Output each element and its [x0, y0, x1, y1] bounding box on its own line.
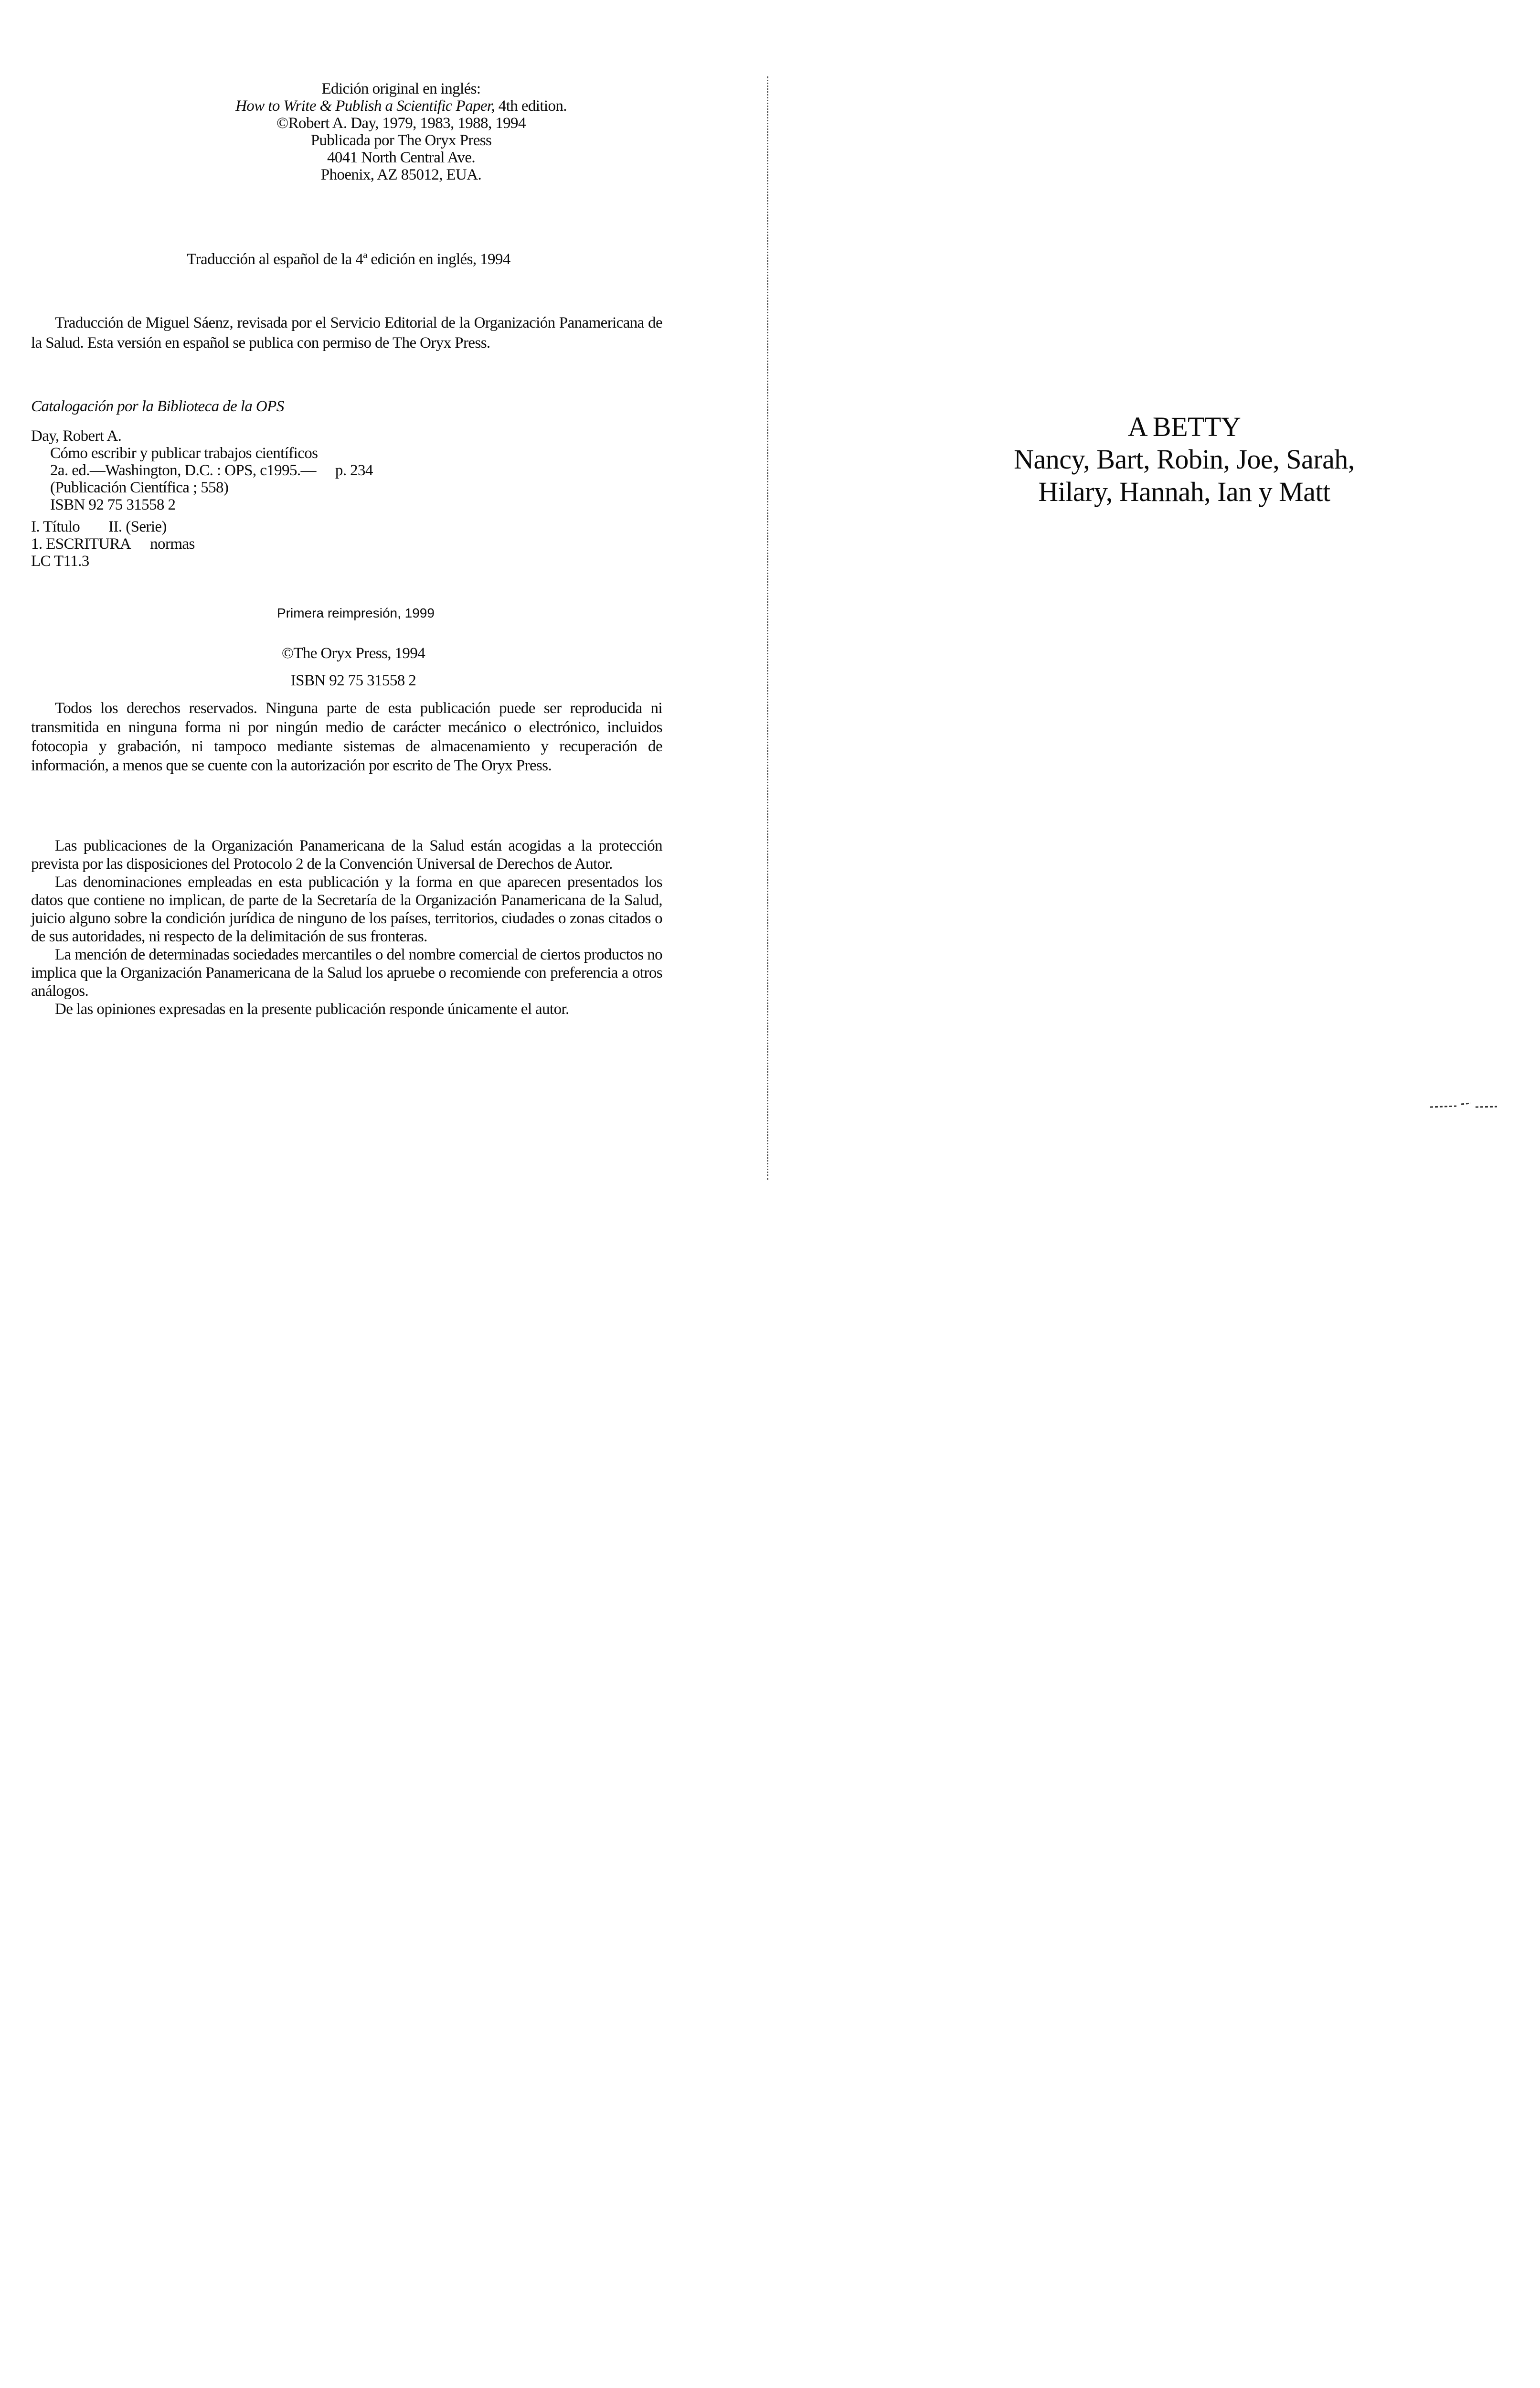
catalog-lc: LC T11.3: [31, 553, 89, 570]
legal-notices: [31, 837, 662, 1018]
scan-artifact: [1428, 1098, 1499, 1110]
isbn: ISBN 92 75 31558 2: [290, 672, 416, 689]
publisher: Publicada por The Oryx Press: [310, 132, 492, 149]
catalog-pages: p. 234: [335, 462, 373, 479]
translation-note: Traducción de Miguel Sáenz, revisada por el Servicio Editorial de la Organización Panamericana de la Salud. Esta versión en español se publica con permiso de The Oryx Press.: [31, 314, 662, 352]
catalog-label: Catalogación por la Biblioteca de la OPS: [31, 398, 284, 415]
catalog-subjects-1: [31, 518, 373, 535]
translation-heading: Traducción al español de la 4ª edición en inglés, 1994: [187, 251, 510, 268]
catalog-series: (Publicación Científica ; 558): [50, 479, 229, 496]
catalog-title-entry: I. Título: [31, 518, 80, 535]
original-edition-label: Edición original en inglés:: [321, 80, 481, 97]
dedication-line: Nancy, Bart, Robin, Joe, Sarah,: [1014, 444, 1355, 475]
rights-reserved: Todos los derechos reservados. Ninguna parte de esta publicación puede ser reproducida ni transmitida en ninguna forma ni por ningún medio de carácter mecánico o electrónico, incluidos fotocopia y grabación, ni tampoco mediante sistemas de almacenamiento y recuperación de información, a menos que se cuente con la autorización por escrito de The Oryx Press.: [31, 700, 662, 774]
catalog-series-entry: II. (Serie): [108, 518, 167, 535]
catalog-edition-line: [31, 462, 373, 479]
dedication: [955, 411, 1413, 508]
publisher-city: Phoenix, AZ 85012, EUA.: [320, 166, 482, 183]
publisher-address: 4041 North Central Ave.: [327, 149, 476, 166]
catalog-edition: 2a. ed.—Washington, D.C. : OPS, c1995.—: [50, 462, 316, 479]
copyright-block: [210, 640, 497, 694]
legal-paragraph: Las publicaciones de la Organización Panamericana de la Salud están acogidas a la protección prevista por las disposiciones del Protocolo 2 de la Convención Universal de Derechos de Autor.: [31, 837, 662, 873]
dedication-line: A BETTY: [1127, 411, 1241, 442]
catalog-title: Cómo escribir y publicar trabajos científicos: [50, 445, 318, 462]
catalog-subjects-2: [31, 535, 373, 553]
reprint-note: Primera reimpresión, 1999: [277, 606, 435, 620]
catalog-isbn: ISBN 92 75 31558 2: [50, 496, 176, 513]
original-edition-block: [210, 80, 592, 183]
legal-paragraph: De las opiniones expresadas en la presente publicación responde únicamente el autor.: [55, 1001, 569, 1018]
catalog-record: [31, 427, 373, 570]
catalog-subject-qualifier: normas: [150, 535, 195, 553]
copyright-publisher: ©The Oryx Press, 1994: [281, 645, 425, 662]
catalog-author: Day, Robert A.: [31, 427, 122, 445]
original-title-line: [210, 97, 592, 115]
dedication-line: Hilary, Hannah, Ian y Matt: [1038, 476, 1330, 507]
original-title: How to Write & Publish a Scientific Paper,: [235, 97, 495, 115]
legal-paragraph: La mención de determinadas sociedades mercantiles o del nombre comercial de ciertos productos no implica que la Organización Panamericana de la Salud los apruebe o recomiende con preferencia a otros análogos.: [31, 946, 662, 1000]
original-edition-number: 4th edition.: [495, 97, 567, 115]
catalog-subject: 1. ESCRITURA: [31, 535, 131, 553]
legal-paragraph: Las denominaciones empleadas en esta publicación y la forma en que aparecen presentados los datos que contiene no implican, de parte de la Secretaría de la Organización Panamericana de la Salud, juicio alguno sobre la condición jurídica de ninguno de los países, territorios, ciudades o zonas citados o de sus autoridades, ni respecto de la delimitación de sus fronteras.: [31, 874, 662, 945]
page-gutter-divider: [767, 76, 768, 1180]
copyright-author: ©Robert A. Day, 1979, 1983, 1988, 1994: [276, 115, 526, 132]
